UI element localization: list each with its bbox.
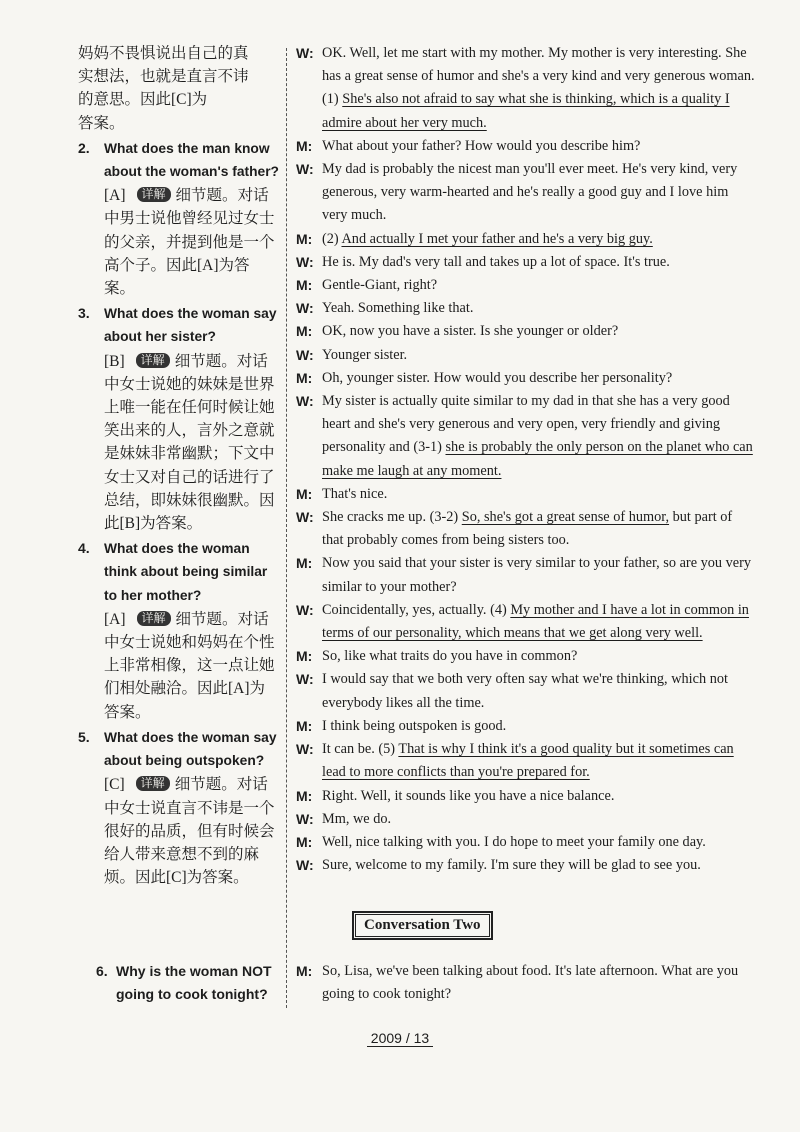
- dialogue-turn: [296, 158, 756, 228]
- question-type: 细节题。: [174, 352, 237, 370]
- underlined-answer-text: That is why I think it's a good quality but it sometimes can lead to more conflicts than you're prepared for.: [322, 741, 734, 781]
- underlined-answer-text: she is probably the only person on the planet who can make me laugh at any moment.: [322, 439, 753, 479]
- turn-text: Gentle-Giant, right?: [322, 277, 438, 294]
- speaker-label: M:: [296, 137, 313, 154]
- turn-text: So, like what traits do you have in common?: [322, 648, 578, 665]
- speaker-label: W:: [296, 346, 314, 363]
- turn-text: My sister is actually quite similar to my dad in that she has a very good heart and she's very generous and very open, very friendly and giving personality and (3-1): [322, 393, 730, 456]
- turn-text: Younger sister.: [322, 346, 408, 363]
- question-item: [78, 726, 280, 889]
- dialogue-turn: [296, 135, 756, 158]
- dialogue-turn: [296, 645, 756, 668]
- dialogue-turn: [296, 831, 756, 854]
- speaker-label: W:: [296, 45, 314, 61]
- question-text: What does the woman say about being outspoken?: [104, 729, 277, 769]
- dialogue-turn: [296, 668, 756, 714]
- turn-text: That's nice.: [322, 485, 388, 502]
- answer-letter: [B]: [104, 352, 125, 370]
- speaker-label: M:: [296, 787, 313, 804]
- speaker-label: M:: [296, 323, 313, 340]
- turn-text: So, Lisa, we've been talking about food. It's late afternoon. What are you going to cook tonight?: [322, 963, 739, 1003]
- question-text: Why is the woman NOT going to cook tonight?: [116, 963, 272, 1002]
- dialogue-turn: [296, 390, 756, 483]
- turn-text: I would say that we both very often say what we're thinking, which not everybody likes all the time.: [322, 671, 728, 711]
- dialogue-turn: [296, 960, 756, 1006]
- turn-text: I think being outspoken is good.: [322, 717, 507, 734]
- answer-letter: [C]: [104, 776, 125, 794]
- dialogue-turn: [296, 297, 756, 320]
- dialogue-transcript: [296, 42, 756, 877]
- answer-line: [104, 608, 280, 724]
- dialogue-turn: [296, 854, 756, 877]
- dialogue-turn: [296, 738, 756, 784]
- answer-letter: [A]: [104, 610, 126, 628]
- turn-text: Now you said that your sister is very similar to your father, so are you very similar to your mother?: [322, 555, 752, 595]
- question-number: 6.: [96, 963, 108, 979]
- turn-text: but part of that probably comes from being sisters too.: [322, 509, 733, 549]
- detail-badge: 详解: [137, 187, 171, 202]
- detail-badge: 详解: [136, 353, 170, 368]
- question-list: [78, 137, 280, 890]
- underlined-answer-text: She's also not afraid to say what she is thinking, which is a quality I admire about her very much.: [322, 91, 730, 131]
- answer-explanation: 对话中女士说她和妈妈在个性上非常相像，这一点让她们相处融洽。因此[A]为答案。: [104, 610, 275, 721]
- dialogue-turn: [296, 483, 756, 506]
- turn-text: Yeah. Something like that.: [322, 300, 474, 317]
- speaker-label: W:: [296, 810, 314, 827]
- speaker-label: M:: [296, 230, 313, 247]
- speaker-label: W:: [296, 509, 314, 526]
- dialogue-turn: [296, 42, 756, 135]
- turn-text: Sure, welcome to my family. I'm sure they will be glad to see you.: [322, 857, 701, 874]
- dialogue-turn: [296, 552, 756, 598]
- question-number: 5.: [78, 728, 90, 745]
- section-title: Conversation Two: [355, 914, 490, 937]
- question-text: What does the woman think about being similar to her mother?: [104, 541, 268, 603]
- question-type: 细节题。: [175, 187, 238, 205]
- intro-line: 实想法，也就是直言不讳: [78, 68, 249, 86]
- question-number: 4.: [78, 540, 90, 557]
- answer-line: [104, 184, 280, 300]
- question-type: 细节题。: [174, 776, 237, 794]
- section-heading: [352, 911, 493, 940]
- question-text: What does the man know about the woman's father?: [104, 140, 279, 180]
- question-6: [96, 960, 276, 1006]
- turn-text: It can be. (5): [322, 741, 399, 758]
- question-item: [78, 537, 280, 724]
- speaker-label: M:: [296, 369, 313, 386]
- column-divider: [286, 48, 287, 1008]
- dialogue-turn: [296, 506, 756, 552]
- dialogue-turn: [296, 251, 756, 274]
- speaker-label: W:: [296, 741, 314, 758]
- dialogue-turn: [296, 715, 756, 738]
- answer-line: [104, 350, 280, 536]
- dialogue-turn: [296, 320, 756, 343]
- underlined-answer-text: And actually I met your father and he's a very big guy.: [341, 230, 653, 247]
- question-type: 细节题。: [175, 610, 238, 628]
- turn-text: (2): [322, 230, 342, 247]
- dialogue-turn: [296, 274, 756, 297]
- question-item: [78, 137, 280, 300]
- underlined-answer-text: My mother and I have a lot in common in terms of our personality, which means that we get along very well.: [322, 601, 749, 642]
- detail-badge: 详解: [137, 611, 171, 626]
- turn-text: My dad is probably the nicest man you'll ever meet. He's very kind, very generous, very warm-hearted and he's really a good guy and I love him very much.: [322, 161, 738, 224]
- dialogue-turn: [296, 599, 756, 645]
- intro-line: 妈妈不畏惧说出自己的真: [78, 45, 249, 62]
- turn-text: Mm, we do.: [322, 810, 392, 827]
- answer-explanation: 对话中男士说他曾经见过女士的父亲，并提到他是一个高个子。因此[A]为答案。: [104, 187, 275, 298]
- underlined-answer-text: So, she's got a great sense of humor,: [461, 509, 670, 526]
- dialogue-turn: [296, 808, 756, 831]
- speaker-label: M:: [296, 717, 313, 734]
- turn-text: Coincidentally, yes, actually. (4): [322, 601, 511, 618]
- question-number: 2.: [78, 139, 90, 156]
- answer-explanation: 对话中女士说直言不讳是一个很好的品质，但有时候会给人带来意想不到的麻烦。因此[C]为答案。: [104, 776, 275, 887]
- speaker-label: W:: [296, 671, 314, 688]
- turn-text: He is. My dad's very tall and takes up a lot of space. It's true.: [322, 253, 670, 270]
- speaker-label: M:: [296, 485, 313, 502]
- turn-text: She cracks me up. (3-2): [322, 509, 462, 526]
- section-box: [352, 911, 493, 940]
- speaker-label: M:: [296, 277, 313, 294]
- answer-line: [104, 773, 280, 889]
- intro-explanation: [78, 42, 280, 135]
- turn-text: What about your father? How would you describe him?: [322, 137, 641, 154]
- speaker-label: W:: [296, 601, 314, 618]
- detail-badge: 详解: [136, 776, 170, 791]
- speaker-label: M:: [296, 963, 313, 979]
- question-text: What does the woman say about her sister?: [104, 306, 277, 345]
- speaker-label: W:: [296, 161, 314, 178]
- turn-text: Right. Well, it sounds like you have a nice balance.: [322, 787, 615, 804]
- turn-text: Well, nice talking with you. I do hope to meet your family one day.: [322, 833, 706, 850]
- intro-line: 的意思。因此[C]为: [78, 91, 208, 109]
- turn-text: Oh, younger sister. How would you describe her personality?: [322, 369, 673, 386]
- left-column: [78, 42, 280, 889]
- page-footer: [0, 1030, 800, 1046]
- speaker-label: W:: [296, 393, 314, 410]
- speaker-label: M:: [296, 833, 313, 850]
- speaker-label: M:: [296, 648, 313, 665]
- speaker-label: W:: [296, 300, 314, 317]
- question-item: [78, 302, 280, 535]
- turn-text: OK, now you have a sister. Is she younger or older?: [322, 323, 619, 340]
- intro-line: 答案。: [78, 114, 125, 132]
- question-number: 3.: [78, 305, 90, 322]
- answer-explanation: 对话中女士说她的妹妹是世界上唯一能在任何时候让她笑出来的人，言外之意就是妹妹非常幽默；下文中女士又对自己的话进行了总结，即妹妹很幽默。因此[B]为答案。: [104, 352, 275, 533]
- speaker-label: M:: [296, 555, 313, 572]
- page-number: 2009 / 13: [367, 1030, 433, 1047]
- dialogue-turn: [296, 785, 756, 808]
- speaker-label: W:: [296, 253, 314, 270]
- dialogue-turn: [296, 344, 756, 367]
- dialogue-turn: [296, 367, 756, 390]
- dialogue-turn: [296, 228, 756, 251]
- speaker-label: W:: [296, 857, 314, 874]
- answer-letter: [A]: [104, 187, 126, 205]
- turn-text: OK. Well, let me start with my mother. My mother is very interesting. She has a great sense of humor and she's a very kind and very generous woman. (1): [322, 45, 755, 108]
